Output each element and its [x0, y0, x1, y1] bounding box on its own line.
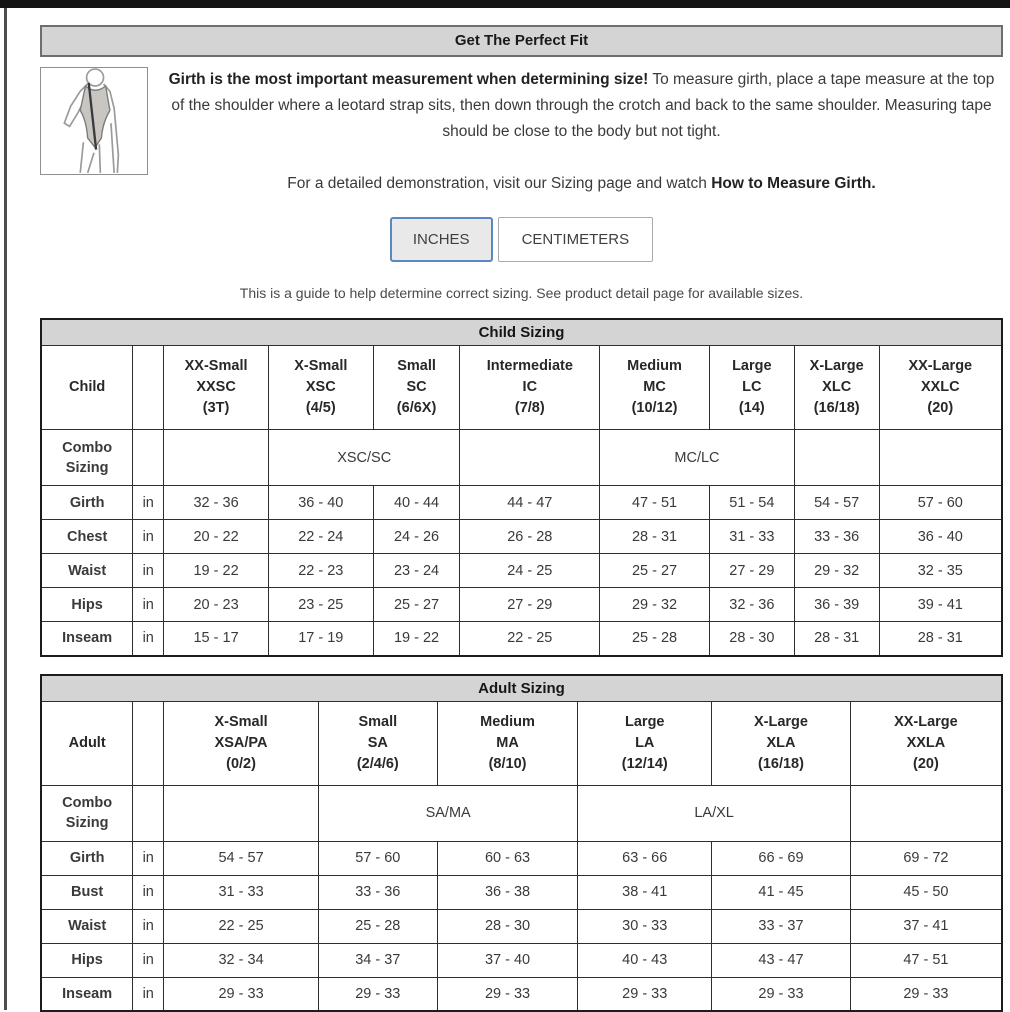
unit-cell: in — [133, 486, 164, 520]
size-column-header: X-Large XLA (16/18) — [712, 701, 851, 785]
group-label: Child — [41, 346, 133, 430]
size-column-header: Large LA (12/14) — [578, 701, 712, 785]
combo-cell — [460, 430, 600, 486]
size-value-cell: 60 - 63 — [437, 841, 578, 875]
size-column-header: XX-Large XXLA (20) — [850, 701, 1002, 785]
size-value-cell: 69 - 72 — [850, 841, 1002, 875]
table-caption: Adult Sizing — [41, 675, 1002, 702]
unit-cell: in — [133, 622, 164, 656]
size-value-cell: 25 - 28 — [600, 622, 710, 656]
measurement-label: Inseam — [41, 622, 133, 656]
unit-cell: in — [133, 841, 164, 875]
size-column-header: Medium MC (10/12) — [600, 346, 710, 430]
size-value-cell: 27 - 29 — [460, 588, 600, 622]
size-value-cell: 39 - 41 — [879, 588, 1002, 622]
measurement-label: Waist — [41, 909, 133, 943]
sizing-guide-page — [40, 25, 1003, 1012]
measurement-label: Waist — [41, 554, 133, 588]
measurement-row — [41, 841, 1002, 875]
unit-cell: in — [133, 943, 164, 977]
measurement-label: Girth — [41, 486, 133, 520]
size-value-cell: 32 - 35 — [879, 554, 1002, 588]
unit-cell: in — [133, 977, 164, 1011]
size-value-cell: 28 - 31 — [794, 622, 879, 656]
size-value-cell: 15 - 17 — [164, 622, 269, 656]
size-column-header: Medium MA (8/10) — [437, 701, 578, 785]
leotard-figure-icon — [41, 68, 147, 174]
demo-text-bold: How to Measure Girth. — [711, 175, 876, 192]
size-value-cell: 25 - 28 — [318, 909, 437, 943]
girth-instructions-lead: Girth is the most important measurement when determining size! — [169, 71, 649, 88]
size-value-cell: 20 - 22 — [164, 520, 269, 554]
size-value-cell: 19 - 22 — [373, 622, 460, 656]
unit-cell: in — [133, 588, 164, 622]
size-value-cell: 24 - 25 — [460, 554, 600, 588]
size-column-header: X-Large XLC (16/18) — [794, 346, 879, 430]
combo-cell — [879, 430, 1002, 486]
size-value-cell: 45 - 50 — [850, 875, 1002, 909]
table-caption: Child Sizing — [41, 319, 1002, 346]
group-label: Adult — [41, 701, 133, 785]
size-value-cell: 23 - 25 — [268, 588, 373, 622]
intro-section — [40, 67, 1003, 197]
top-border-bar — [0, 0, 1010, 8]
measurement-row — [41, 622, 1002, 656]
child-sizing-table — [40, 318, 1003, 657]
size-value-cell: 41 - 45 — [712, 875, 851, 909]
size-value-cell: 57 - 60 — [879, 486, 1002, 520]
intro-text-block — [160, 67, 1003, 197]
size-value-cell: 28 - 30 — [437, 909, 578, 943]
size-value-cell: 28 - 31 — [879, 622, 1002, 656]
size-value-cell: 54 - 57 — [794, 486, 879, 520]
size-value-cell: 54 - 57 — [164, 841, 319, 875]
size-value-cell: 34 - 37 — [318, 943, 437, 977]
size-value-cell: 47 - 51 — [600, 486, 710, 520]
size-column-header: XX-Large XXLC (20) — [879, 346, 1002, 430]
size-value-cell: 57 - 60 — [318, 841, 437, 875]
sizing-guide-note: This is a guide to help determine correct sizing. See product detail page for available sizes. — [40, 285, 1003, 301]
size-column-header: Large LC (14) — [709, 346, 794, 430]
measurement-label: Hips — [41, 588, 133, 622]
measurement-row — [41, 554, 1002, 588]
combo-cell — [850, 785, 1002, 841]
size-value-cell: 22 - 23 — [268, 554, 373, 588]
measurement-label: Hips — [41, 943, 133, 977]
size-value-cell: 40 - 43 — [578, 943, 712, 977]
size-value-cell: 22 - 25 — [164, 909, 319, 943]
left-edge-line — [4, 8, 7, 1010]
size-column-header: XX-Small XXSC (3T) — [164, 346, 269, 430]
demo-line — [160, 171, 1003, 197]
size-value-cell: 47 - 51 — [850, 943, 1002, 977]
combo-cell — [164, 430, 269, 486]
size-value-cell: 28 - 31 — [600, 520, 710, 554]
measurement-row — [41, 875, 1002, 909]
size-value-cell: 27 - 29 — [709, 554, 794, 588]
size-value-cell: 37 - 40 — [437, 943, 578, 977]
size-value-cell: 30 - 33 — [578, 909, 712, 943]
combo-cell: MC/LC — [600, 430, 795, 486]
measurement-row — [41, 909, 1002, 943]
size-value-cell: 32 - 36 — [164, 486, 269, 520]
size-value-cell: 37 - 41 — [850, 909, 1002, 943]
size-value-cell: 66 - 69 — [712, 841, 851, 875]
size-value-cell: 31 - 33 — [164, 875, 319, 909]
size-value-cell: 23 - 24 — [373, 554, 460, 588]
size-value-cell: 28 - 30 — [709, 622, 794, 656]
measurement-label: Girth — [41, 841, 133, 875]
size-value-cell: 19 - 22 — [164, 554, 269, 588]
measurement-row — [41, 943, 1002, 977]
adult-sizing-table — [40, 674, 1003, 1012]
size-value-cell: 29 - 33 — [578, 977, 712, 1011]
combo-cell: XSC/SC — [268, 430, 460, 486]
size-column-header: X-Small XSA/PA (0/2) — [164, 701, 319, 785]
measurement-row — [41, 520, 1002, 554]
size-value-cell: 36 - 38 — [437, 875, 578, 909]
combo-cell: LA/XL — [578, 785, 850, 841]
unit-cell — [133, 430, 164, 486]
unit-column-header — [133, 701, 164, 785]
measurement-row — [41, 977, 1002, 1011]
measurement-row — [41, 486, 1002, 520]
combo-cell: SA/MA — [318, 785, 577, 841]
girth-measurement-illustration — [40, 67, 148, 175]
measurement-label: Inseam — [41, 977, 133, 1011]
size-value-cell: 29 - 32 — [794, 554, 879, 588]
size-value-cell: 20 - 23 — [164, 588, 269, 622]
size-value-cell: 38 - 41 — [578, 875, 712, 909]
size-value-cell: 36 - 40 — [268, 486, 373, 520]
size-value-cell: 29 - 33 — [437, 977, 578, 1011]
size-value-cell: 63 - 66 — [578, 841, 712, 875]
size-value-cell: 40 - 44 — [373, 486, 460, 520]
size-value-cell: 22 - 25 — [460, 622, 600, 656]
size-value-cell: 51 - 54 — [709, 486, 794, 520]
measurement-row — [41, 588, 1002, 622]
size-value-cell: 17 - 19 — [268, 622, 373, 656]
demo-text: For a detailed demonstration, visit our Sizing page and watch — [287, 175, 711, 192]
unit-cell — [133, 785, 164, 841]
size-value-cell: 26 - 28 — [460, 520, 600, 554]
size-value-cell: 36 - 39 — [794, 588, 879, 622]
size-value-cell: 29 - 33 — [850, 977, 1002, 1011]
girth-instructions-body: To measure girth, place a tape measure at the top of the shoulder where a leotard strap sits, then down through the crotch and back to the same shoulder. Measuring tape should be close to the body but not tight. — [171, 71, 994, 140]
size-value-cell: 25 - 27 — [373, 588, 460, 622]
size-value-cell: 25 - 27 — [600, 554, 710, 588]
size-value-cell: 33 - 36 — [318, 875, 437, 909]
girth-instructions — [160, 67, 1003, 145]
unit-cell: in — [133, 875, 164, 909]
size-column-header: Small SC (6/6X) — [373, 346, 460, 430]
unit-column-header — [133, 346, 164, 430]
unit-cell: in — [133, 520, 164, 554]
page-title: Get The Perfect Fit — [40, 25, 1003, 57]
size-value-cell: 29 - 33 — [318, 977, 437, 1011]
measurement-label: Chest — [41, 520, 133, 554]
size-value-cell: 22 - 24 — [268, 520, 373, 554]
size-column-header: Intermediate IC (7/8) — [460, 346, 600, 430]
measurement-label: Bust — [41, 875, 133, 909]
size-value-cell: 31 - 33 — [709, 520, 794, 554]
size-value-cell: 32 - 34 — [164, 943, 319, 977]
size-value-cell: 24 - 26 — [373, 520, 460, 554]
size-value-cell: 29 - 33 — [164, 977, 319, 1011]
size-value-cell: 43 - 47 — [712, 943, 851, 977]
unit-cell: in — [133, 554, 164, 588]
combo-cell — [794, 430, 879, 486]
unit-cell: in — [133, 909, 164, 943]
size-column-header: Small SA (2/4/6) — [318, 701, 437, 785]
size-value-cell: 29 - 32 — [600, 588, 710, 622]
combo-sizing-label: Combo Sizing — [41, 785, 133, 841]
size-value-cell: 33 - 36 — [794, 520, 879, 554]
size-value-cell: 44 - 47 — [460, 486, 600, 520]
size-value-cell: 36 - 40 — [879, 520, 1002, 554]
combo-sizing-label: Combo Sizing — [41, 430, 133, 486]
size-value-cell: 33 - 37 — [712, 909, 851, 943]
size-value-cell: 29 - 33 — [712, 977, 851, 1011]
unit-toggle — [40, 217, 1003, 262]
combo-cell — [164, 785, 319, 841]
inches-button[interactable]: INCHES — [390, 217, 493, 262]
centimeters-button[interactable]: CENTIMETERS — [498, 217, 654, 262]
size-value-cell: 32 - 36 — [709, 588, 794, 622]
size-column-header: X-Small XSC (4/5) — [268, 346, 373, 430]
